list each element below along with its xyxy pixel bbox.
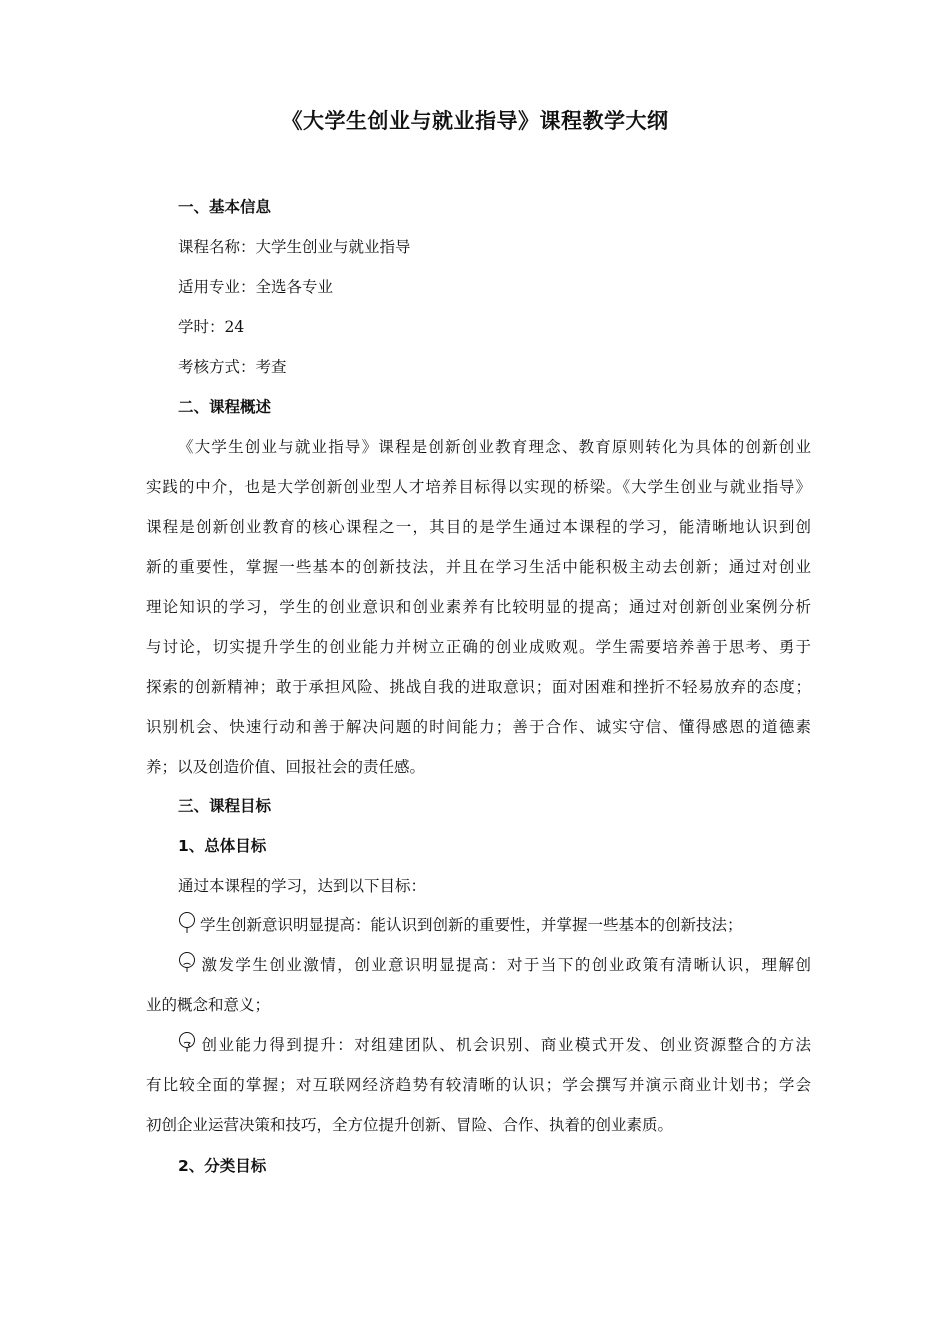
circled-number-marker	[178, 954, 196, 972]
paragraph-line: 养；以及创造价值、回报社会的责任感。	[146, 758, 426, 776]
section-heading-objectives: 三、课程目标	[178, 797, 272, 815]
section-heading-overview: 二、课程概述	[178, 398, 272, 416]
paragraph-line: 实践的中介，也是大学创新创业型人才培养目标得以实现的桥梁。《大学生创业与就业指导》	[146, 478, 811, 496]
circle-marker-icon	[178, 911, 196, 935]
goal-text-continuation: 业的概念和意义；	[146, 996, 271, 1014]
goal-item-3	[178, 1034, 811, 1056]
goal-text-continuation: 有比较全面的掌握；对互联网经济趋势有较清晰的认识；学会撰写并演示商业计划书；学会	[146, 1076, 811, 1094]
document-title: 《大学生创业与就业指导》课程教学大纲	[281, 109, 669, 133]
circled-number-marker	[178, 1034, 196, 1052]
section-heading-basic-info: 一、基本信息	[178, 198, 272, 216]
goal-text: 学生创新意识明显提高：能认识到创新的重要性，并掌握一些基本的创新技法；	[200, 916, 743, 934]
circled-number-marker	[178, 914, 196, 932]
hours-field: 学时：24	[178, 318, 245, 336]
goals-intro: 通过本课程的学习，达到以下目标：	[178, 877, 427, 895]
paragraph-line: 理论知识的学习，学生的创业意识和创业素养有比较明显的提高；通过对创新创业案例分析	[146, 598, 811, 616]
circle-marker-icon	[178, 951, 196, 975]
goal-item-1	[178, 914, 811, 936]
circle-marker-icon	[178, 1031, 196, 1055]
goal-item-2	[178, 954, 811, 976]
assessment-field: 考核方式：考查	[178, 358, 287, 376]
paragraph-line: 识别机会、快速行动和善于解决问题的时间能力；善于合作、诚实守信、懂得感恩的道德素	[146, 718, 811, 736]
course-name-field: 课程名称：大学生创业与就业指导	[178, 238, 411, 256]
subheading-overall-goals: 1、总体目标	[178, 837, 267, 855]
goal-text-continuation: 初创企业运营决策和技巧，全方位提升创新、冒险、合作、执着的创业素质。	[146, 1116, 674, 1134]
paragraph-line: 课程是创新创业教育的核心课程之一，其目的是学生通过本课程的学习，能清晰地认识到创	[146, 518, 811, 536]
paragraph-line: 与讨论，切实提升学生的创业能力并树立正确的创业成败观。学生需要培养善于思考、勇于	[146, 638, 811, 656]
subheading-category-goals: 2、分类目标	[178, 1157, 267, 1175]
major-field: 适用专业：全选各专业	[178, 278, 334, 296]
goal-text: 创业能力得到提升：对组建团队、机会识别、商业模式开发、创业资源整合的方法	[200, 1036, 811, 1054]
paragraph-line: 《大学生创业与就业指导》课程是创新创业教育理念、教育原则转化为具体的创新创业	[178, 438, 811, 456]
goal-text: 激发学生创业激情，创业意识明显提高：对于当下的创业政策有清晰认识，理解创	[200, 956, 811, 974]
paragraph-line: 新的重要性，掌握一些基本的创新技法，并且在学习生活中能积极主动去创新；通过对创业	[146, 558, 811, 576]
paragraph-line: 探索的创新精神；敢于承担风险、挑战自我的进取意识；面对困难和挫折不轻易放弃的态度；	[146, 678, 811, 696]
